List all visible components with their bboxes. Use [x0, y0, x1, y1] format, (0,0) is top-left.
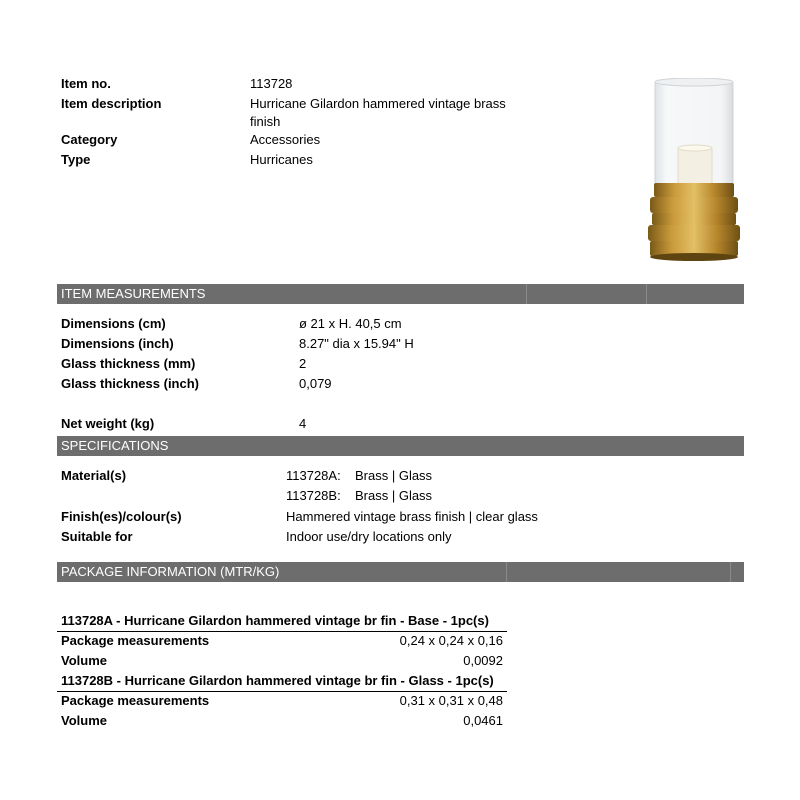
- suitable-for-value: Indoor use/dry locations only: [286, 529, 452, 544]
- item-no-label: Item no.: [61, 76, 111, 91]
- dimensions-inch-label: Dimensions (inch): [61, 336, 174, 351]
- package-a-volume-label: Volume: [61, 653, 107, 668]
- package-information-header: [57, 562, 744, 582]
- divider: [57, 631, 507, 632]
- package-a-measurements-label: Package measurements: [61, 633, 210, 648]
- dimensions-cm-label: Dimensions (cm): [61, 316, 166, 331]
- package-a-measurements-value: 0,24 x 0,24 x 0,16: [399, 633, 503, 648]
- package-a-volume-value: 0,0092: [463, 653, 503, 668]
- glass-thickness-mm-label: Glass thickness (mm): [61, 356, 196, 371]
- product-image: [630, 78, 750, 263]
- divider: [57, 691, 507, 692]
- item-description-label: Item description: [61, 96, 162, 111]
- finish-value: Hammered vintage brass finish | clear glass: [286, 509, 538, 524]
- dimensions-cm-value: ø 21 x H. 40,5 cm: [299, 316, 402, 331]
- dimensions-inch-value: 8.27" dia x 15.94" H: [299, 336, 414, 351]
- package-b-measurements-value: 0,31 x 0,31 x 0,48: [399, 693, 503, 708]
- material-label: Material(s): [61, 468, 127, 483]
- material-b-code: 113728B:: [286, 488, 341, 503]
- package-b-measurements-label: Package measurements: [61, 693, 210, 708]
- net-weight-label: Net weight (kg): [61, 416, 155, 431]
- brass-base: [648, 183, 740, 261]
- finish-label: Finish(es)/colour(s): [61, 509, 182, 524]
- specifications-header: [57, 436, 744, 456]
- net-weight-value: 4: [299, 416, 307, 431]
- type-label: Type: [61, 152, 91, 167]
- item-measurements-header: [57, 284, 744, 304]
- package-b-volume-label: Volume: [61, 713, 107, 728]
- specifications-title: SPECIFICATIONS: [61, 438, 169, 453]
- glass-thickness-mm-value: 2: [299, 356, 307, 371]
- package-part-a-title: 113728A - Hurricane Gilardon hammered vintage br fin - Base - 1pc(s): [61, 613, 489, 628]
- package-part-b-title: 113728B - Hurricane Gilardon hammered vintage br fin - Glass - 1pc(s): [61, 673, 494, 688]
- divider: [730, 562, 731, 582]
- material-b-value: Brass | Glass: [355, 488, 433, 503]
- item-description-line2: finish: [250, 114, 281, 129]
- item-measurements-title: ITEM MEASUREMENTS: [61, 286, 206, 301]
- divider: [646, 284, 647, 304]
- item-no-value: 113728: [250, 76, 293, 91]
- material-a-code: 113728A:: [286, 468, 341, 483]
- material-a-value: Brass | Glass: [355, 468, 433, 483]
- type-value: Hurricanes: [250, 152, 313, 167]
- glass-thickness-inch-value: 0,079: [299, 376, 332, 391]
- category-label: Category: [61, 132, 118, 147]
- package-information-title: PACKAGE INFORMATION (MTR/KG): [61, 564, 280, 579]
- divider: [506, 562, 507, 582]
- item-description-line1: Hurricane Gilardon hammered vintage brass: [250, 96, 506, 111]
- divider: [526, 284, 527, 304]
- category-value: Accessories: [250, 132, 321, 147]
- package-b-volume-value: 0,0461: [463, 713, 503, 728]
- glass-thickness-inch-label: Glass thickness (inch): [61, 376, 199, 391]
- suitable-for-label: Suitable for: [61, 529, 133, 544]
